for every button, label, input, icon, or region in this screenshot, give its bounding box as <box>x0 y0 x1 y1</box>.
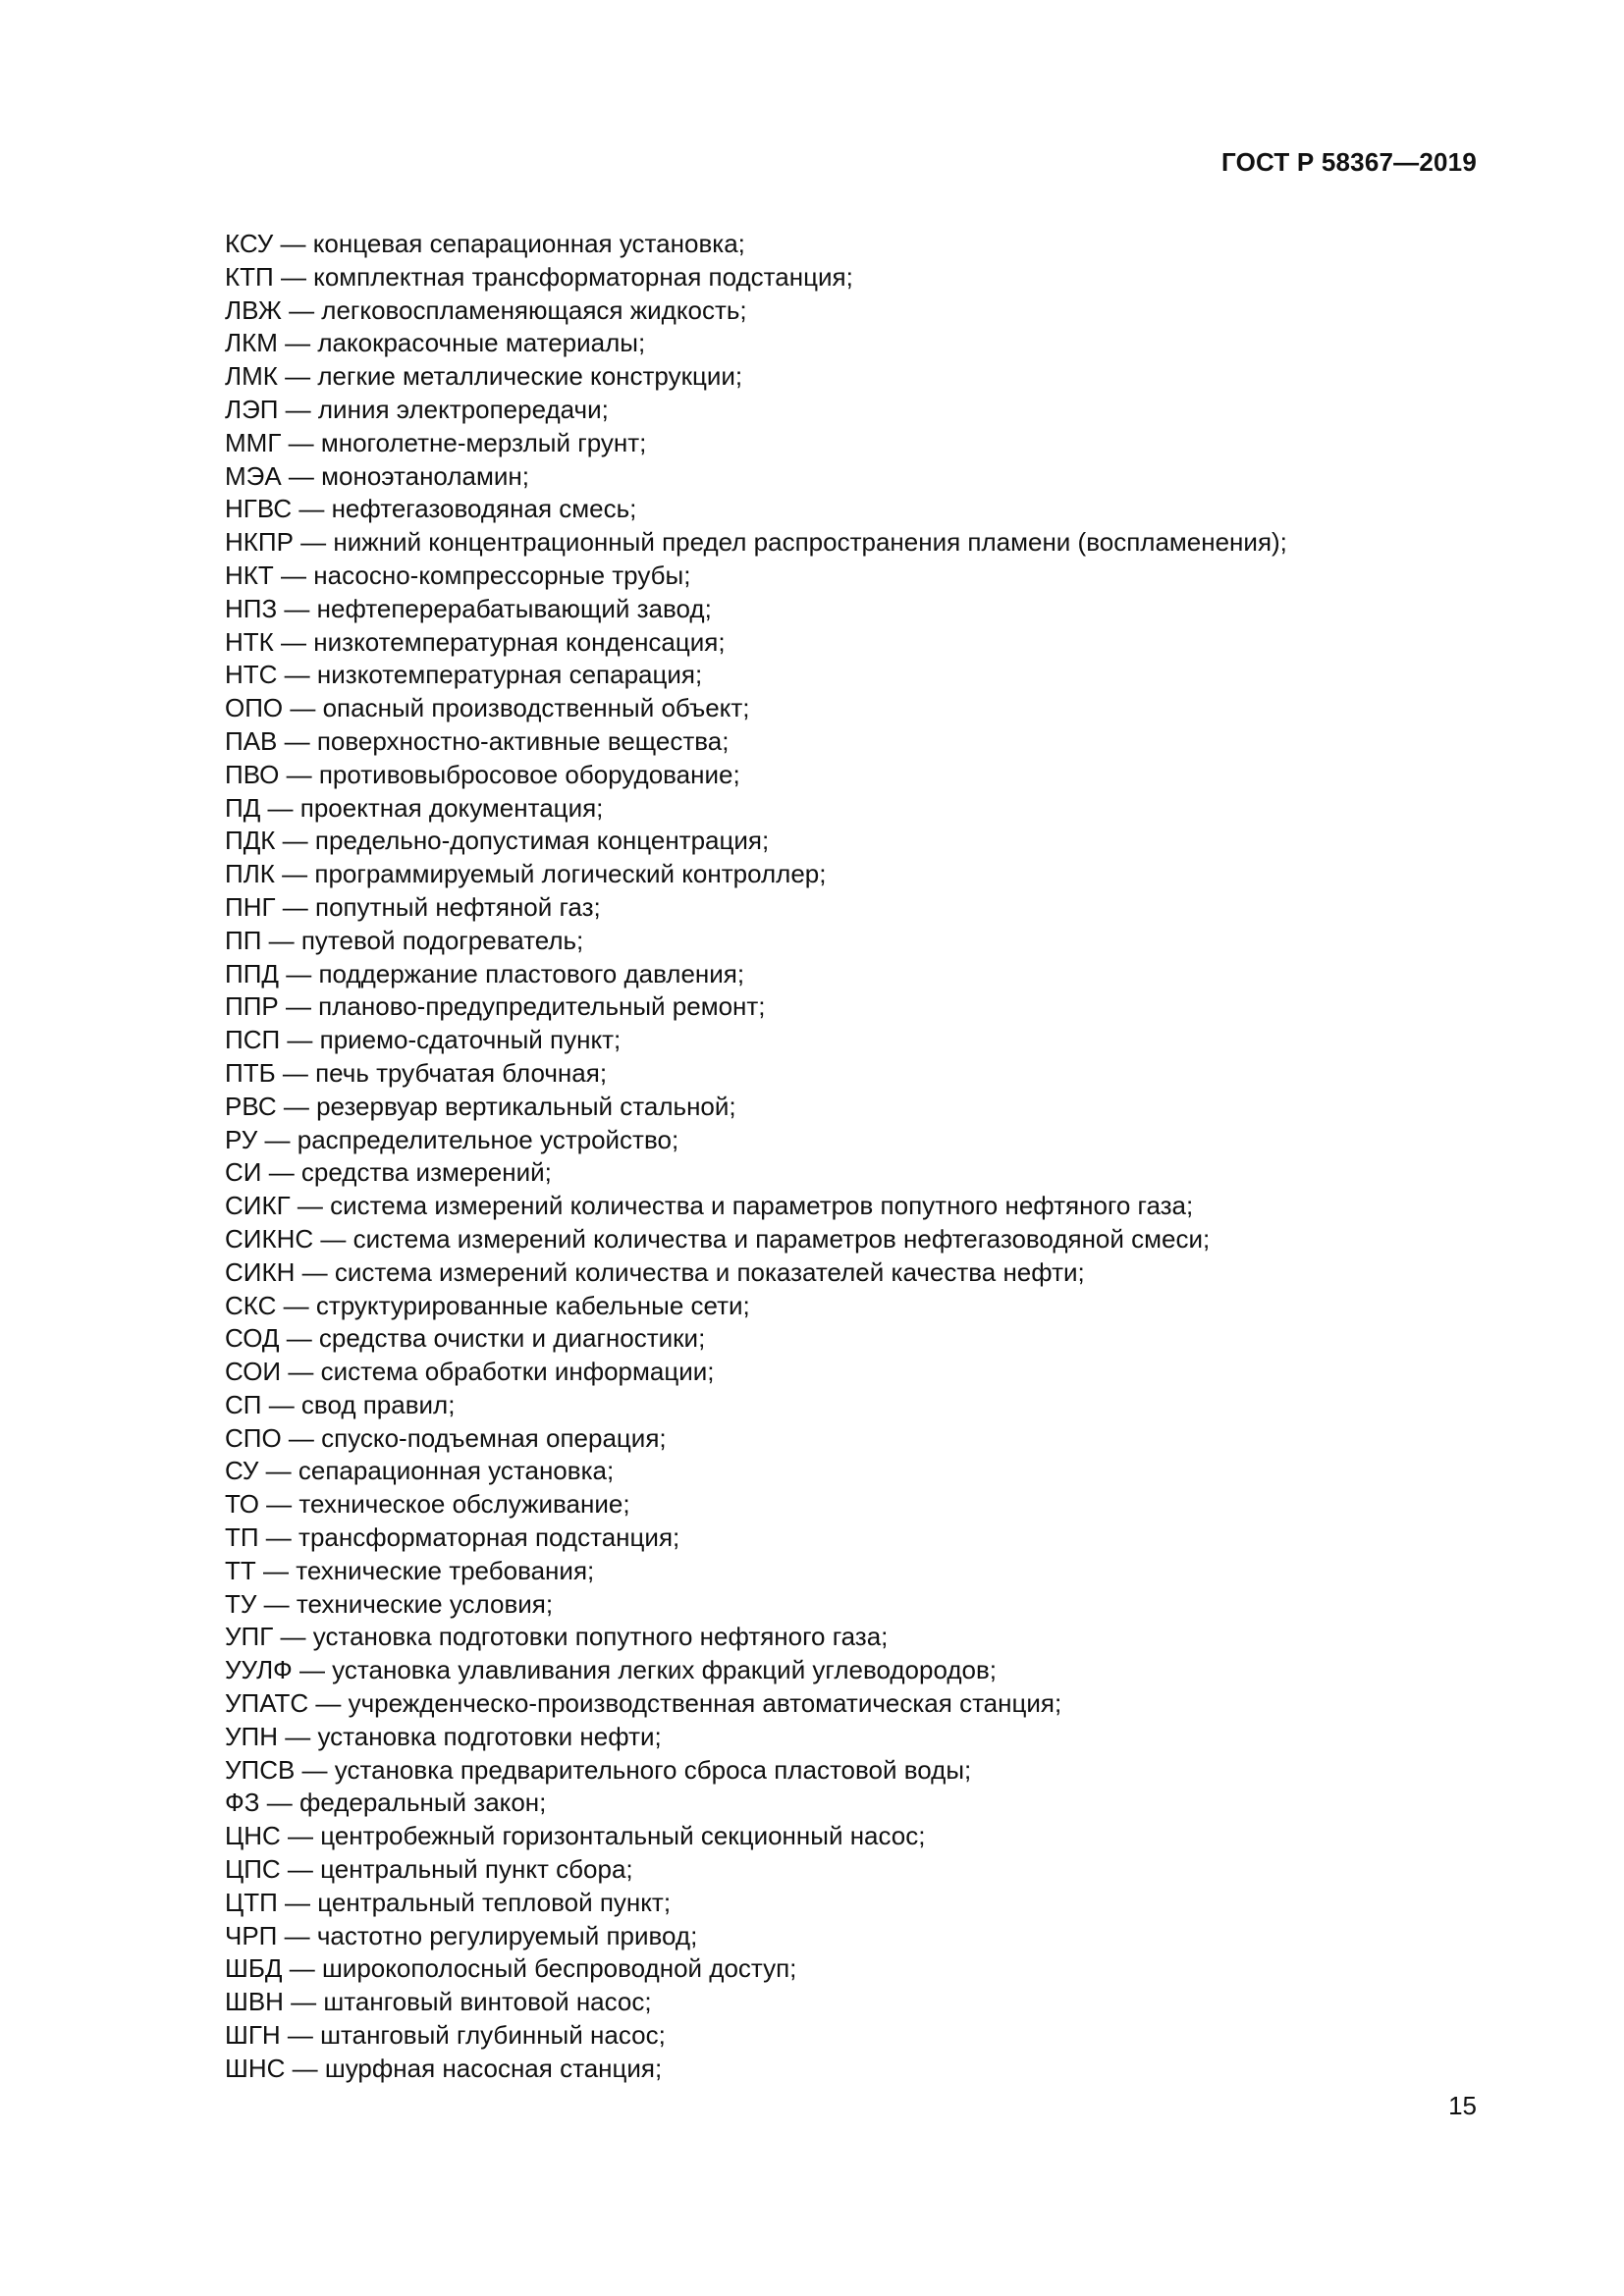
abbreviation-meaning: федеральный закон; <box>298 1788 547 1818</box>
abbreviation-term: СИКНС <box>225 1223 314 1254</box>
abbreviation-term: СИ <box>225 1157 262 1188</box>
abbreviation-item <box>225 228 1287 261</box>
abbreviation-separator: — <box>295 1256 335 1287</box>
abbreviation-term: НТК <box>225 626 274 657</box>
abbreviation-meaning: центральный тепловой пункт; <box>317 1887 672 1917</box>
abbreviation-term: НКТ <box>225 560 274 590</box>
abbreviation-item <box>225 427 1287 460</box>
abbreviation-item <box>225 1754 1287 1788</box>
abbreviation-meaning: система измерений количества и параметров нефтегазоводяной смеси; <box>352 1223 1211 1254</box>
abbreviation-term: ППД <box>225 958 279 988</box>
abbreviation-term: ТО <box>225 1489 259 1520</box>
abbreviation-term: ПСП <box>225 1025 281 1055</box>
abbreviation-item <box>225 626 1287 660</box>
abbreviation-term: НПЗ <box>225 593 278 623</box>
abbreviation-separator: — <box>293 527 334 558</box>
abbreviation-term: ПНГ <box>225 891 276 922</box>
abbreviation-item <box>225 858 1287 891</box>
abbreviation-separator: — <box>257 1124 298 1154</box>
abbreviation-separator: — <box>280 1821 321 1851</box>
abbreviation-meaning: система измерений количества и показателей качества нефти; <box>334 1256 1085 1287</box>
abbreviation-term: УПАТС <box>225 1688 309 1719</box>
abbreviation-meaning: программируемый логический контроллер; <box>314 859 827 889</box>
abbreviation-meaning: штанговый винтовой насос; <box>323 1987 652 2017</box>
abbreviation-meaning: резервуар вертикальный стальной; <box>316 1091 736 1121</box>
abbreviation-separator: — <box>280 1854 321 1885</box>
abbreviation-meaning: поддержание пластового давления; <box>318 958 745 988</box>
abbreviation-meaning: установка подготовки нефти; <box>317 1721 662 1751</box>
abbreviation-meaning: насосно-компрессорные трубы; <box>313 560 691 590</box>
abbreviation-separator: — <box>273 229 313 258</box>
abbreviation-item <box>225 1091 1287 1124</box>
abbreviation-term: РУ <box>225 1124 258 1154</box>
abbreviation-term: ФЗ <box>225 1788 260 1818</box>
abbreviation-item <box>225 925 1287 958</box>
abbreviation-meaning: спуско-подъемная операция; <box>321 1422 667 1453</box>
abbreviation-meaning: свод правил; <box>300 1389 456 1419</box>
abbreviation-meaning: легкие металлические конструкции; <box>317 361 743 392</box>
abbreviation-item <box>225 891 1287 925</box>
abbreviation-separator: — <box>279 1323 319 1354</box>
abbreviation-separator: — <box>277 328 318 358</box>
abbreviation-separator: — <box>277 1920 317 1950</box>
abbreviation-item <box>225 1024 1287 1057</box>
abbreviation-item <box>225 792 1287 826</box>
abbreviation-item <box>225 692 1287 725</box>
abbreviation-item <box>225 1621 1287 1654</box>
abbreviation-meaning: учрежденческо-производственная автоматическая станция; <box>348 1688 1062 1719</box>
abbreviation-item <box>225 560 1287 593</box>
abbreviation-item <box>225 1522 1287 1555</box>
abbreviation-term: ТП <box>225 1522 259 1553</box>
abbreviation-meaning: планово-предупредительный ремонт; <box>318 991 766 1022</box>
abbreviation-term: УПГ <box>225 1622 274 1652</box>
abbreviation-meaning: система измерений количества и параметров попутного нефтяного газа; <box>330 1191 1194 1221</box>
abbreviation-meaning: центробежный горизонтальный секционный насос; <box>320 1821 926 1851</box>
abbreviation-term: КТП <box>225 261 274 292</box>
abbreviation-meaning: путевой подогреватель; <box>300 925 584 955</box>
abbreviation-item <box>225 1389 1287 1422</box>
abbreviation-item <box>225 825 1287 858</box>
abbreviation-separator: — <box>292 1655 333 1685</box>
abbreviation-term: НГВС <box>225 494 293 524</box>
abbreviation-term: СП <box>225 1389 262 1419</box>
abbreviation-item <box>225 1687 1287 1721</box>
abbreviation-separator: — <box>290 1191 331 1221</box>
abbreviation-term: ТТ <box>225 1555 256 1585</box>
abbreviation-term: МЭА <box>225 460 282 491</box>
abbreviation-separator: — <box>313 1223 353 1254</box>
abbreviation-meaning: противовыбросовое оборудование; <box>318 759 740 789</box>
abbreviation-meaning: средства измерений; <box>300 1157 552 1188</box>
abbreviation-item <box>225 1455 1287 1488</box>
abbreviation-item <box>225 1322 1287 1356</box>
abbreviation-separator: — <box>277 361 318 392</box>
abbreviation-separator: — <box>283 693 323 723</box>
abbreviation-item <box>225 2053 1287 2086</box>
abbreviation-separator: — <box>279 759 319 789</box>
abbreviation-separator: — <box>277 593 317 623</box>
abbreviation-item <box>225 1223 1287 1256</box>
abbreviation-term: ЦНС <box>225 1821 281 1851</box>
abbreviation-separator: — <box>255 1555 297 1585</box>
abbreviation-term: СУ <box>225 1456 259 1486</box>
abbreviation-separator: — <box>295 1754 335 1785</box>
abbreviation-term: ПД <box>225 792 261 823</box>
abbreviation-item <box>225 1124 1287 1157</box>
abbreviation-list <box>225 228 1287 2086</box>
abbreviation-separator: — <box>281 460 322 491</box>
abbreviation-meaning: широкополосный беспроводной доступ; <box>321 1953 797 1984</box>
abbreviation-separator: — <box>260 792 300 823</box>
abbreviation-item <box>225 360 1287 394</box>
abbreviation-term: ПТБ <box>225 1057 276 1088</box>
abbreviation-meaning: нижний концентрационный предел распространения пламени (воспламенения); <box>333 527 1287 558</box>
abbreviation-term: ЛВЖ <box>225 294 282 325</box>
abbreviation-separator: — <box>277 1721 318 1751</box>
abbreviation-separator: — <box>258 1456 298 1486</box>
abbreviation-separator: — <box>277 660 317 690</box>
abbreviation-meaning: нефтеперерабатывающий завод; <box>316 593 712 623</box>
abbreviation-term: КСУ <box>225 229 274 258</box>
abbreviation-separator: — <box>278 958 319 988</box>
abbreviation-item <box>225 526 1287 560</box>
abbreviation-separator: — <box>276 1290 316 1320</box>
abbreviation-meaning: система обработки информации; <box>320 1357 715 1387</box>
abbreviation-item <box>225 1422 1287 1456</box>
abbreviation-meaning: многолетне-мерзлый грунт; <box>320 427 647 457</box>
abbreviation-meaning: шурфная насосная станция; <box>324 2053 663 2083</box>
abbreviation-item <box>225 958 1287 991</box>
abbreviation-meaning: печь трубчатая блочная; <box>315 1057 608 1088</box>
abbreviation-term: СОД <box>225 1323 280 1354</box>
abbreviation-term: ЛКМ <box>225 328 278 358</box>
abbreviation-separator: — <box>278 394 318 424</box>
abbreviation-item <box>225 593 1287 626</box>
abbreviation-separator: — <box>276 1091 317 1121</box>
abbreviation-separator: — <box>280 1025 320 1055</box>
abbreviation-item <box>225 1256 1287 1290</box>
abbreviation-item <box>225 990 1287 1024</box>
abbreviation-separator: — <box>273 261 314 292</box>
abbreviation-term: СОИ <box>225 1357 282 1387</box>
abbreviation-item <box>225 1190 1287 1223</box>
abbreviation-meaning: комплектная трансформаторная подстанция; <box>313 261 853 292</box>
abbreviation-separator: — <box>273 560 314 590</box>
abbreviation-meaning: низкотемпературная конденсация; <box>313 626 726 657</box>
abbreviation-separator: — <box>261 1157 301 1188</box>
abbreviation-item <box>225 1920 1287 1953</box>
abbreviation-item <box>225 1787 1287 1820</box>
abbreviation-term: ПП <box>225 925 262 955</box>
abbreviation-term: ТУ <box>225 1588 257 1619</box>
abbreviation-meaning: концевая сепарационная установка; <box>312 229 745 258</box>
abbreviation-term: СИКГ <box>225 1191 291 1221</box>
abbreviation-term: ПАВ <box>225 725 278 756</box>
abbreviation-separator: — <box>281 1422 322 1453</box>
abbreviation-term: ПЛК <box>225 859 275 889</box>
abbreviation-term: ШВН <box>225 1987 284 2017</box>
abbreviation-term: ЧРП <box>225 1920 278 1950</box>
abbreviation-term: ЦПС <box>225 1854 281 1885</box>
abbreviation-term: НКПР <box>225 527 294 558</box>
abbreviation-meaning: низкотемпературная сепарация; <box>316 660 703 690</box>
abbreviation-item <box>225 2019 1287 2053</box>
abbreviation-meaning: опасный производственный объект; <box>322 693 750 723</box>
abbreviation-term: ПДК <box>225 826 276 856</box>
abbreviation-meaning: установка предварительного сброса пластовой воды; <box>334 1754 972 1785</box>
abbreviation-item <box>225 1820 1287 1853</box>
abbreviation-meaning: распределительное устройство; <box>297 1124 679 1154</box>
abbreviation-meaning: сепарационная установка; <box>298 1456 615 1486</box>
abbreviation-term: ЦТП <box>225 1887 278 1917</box>
abbreviation-term: ШБД <box>225 1953 283 1984</box>
abbreviation-meaning: техническое обслуживание; <box>298 1489 630 1520</box>
abbreviation-meaning: приемо-сдаточный пункт; <box>319 1025 622 1055</box>
abbreviation-separator: — <box>292 494 332 524</box>
abbreviation-meaning: попутный нефтяной газ; <box>315 891 601 922</box>
abbreviation-item <box>225 659 1287 692</box>
abbreviation-meaning: поверхностно-активные вещества; <box>316 725 730 756</box>
abbreviation-separator: — <box>275 891 315 922</box>
abbreviation-separator: — <box>278 991 319 1022</box>
abbreviation-separator: — <box>273 626 314 657</box>
abbreviation-term: ПВО <box>225 759 280 789</box>
abbreviation-item <box>225 1588 1287 1622</box>
abbreviation-term: СКС <box>225 1290 277 1320</box>
abbreviation-item <box>225 261 1287 294</box>
abbreviation-item <box>225 1057 1287 1091</box>
abbreviation-term: ШНС <box>225 2053 286 2083</box>
abbreviation-item <box>225 460 1287 494</box>
abbreviation-meaning: лакокрасочные материалы; <box>317 328 646 358</box>
abbreviation-meaning: моноэтаноламин; <box>321 460 529 491</box>
abbreviation-item <box>225 1156 1287 1190</box>
abbreviation-meaning: технические условия; <box>296 1588 554 1619</box>
abbreviation-term: ЛЭП <box>225 394 279 424</box>
abbreviation-item <box>225 1654 1287 1687</box>
abbreviation-term: СПО <box>225 1422 282 1453</box>
abbreviation-item <box>225 725 1287 759</box>
abbreviation-separator: — <box>275 826 315 856</box>
abbreviation-term: ЛМК <box>225 361 278 392</box>
abbreviation-term: ОПО <box>225 693 284 723</box>
abbreviation-meaning: частотно регулируемый привод; <box>316 1920 698 1950</box>
abbreviation-separator: — <box>274 859 315 889</box>
abbreviation-meaning: технические требования; <box>296 1555 595 1585</box>
abbreviation-meaning: трансформаторная подстанция; <box>298 1522 680 1553</box>
abbreviation-item <box>225 493 1287 526</box>
abbreviation-separator: — <box>285 2053 325 2083</box>
abbreviation-meaning: установка улавливания легких фракций углеводородов; <box>332 1655 998 1685</box>
abbreviation-term: РВС <box>225 1091 277 1121</box>
abbreviation-meaning: проектная документация; <box>299 792 604 823</box>
abbreviation-item <box>225 1853 1287 1887</box>
abbreviation-separator: — <box>283 1987 324 2017</box>
abbreviation-separator: — <box>281 427 321 457</box>
abbreviation-item <box>225 1952 1287 1986</box>
abbreviation-separator: — <box>277 1887 318 1917</box>
abbreviation-separator: — <box>275 1057 316 1088</box>
abbreviation-separator: — <box>258 1522 299 1553</box>
abbreviation-separator: — <box>281 294 322 325</box>
abbreviation-item <box>225 327 1287 360</box>
abbreviation-term: УПСВ <box>225 1754 296 1785</box>
abbreviation-separator: — <box>258 1489 299 1520</box>
abbreviation-term: УУЛФ <box>225 1655 293 1685</box>
abbreviation-separator: — <box>259 1788 299 1818</box>
abbreviation-separator: — <box>261 925 301 955</box>
abbreviation-item <box>225 294 1287 328</box>
abbreviation-item <box>225 1555 1287 1588</box>
abbreviation-item <box>225 1986 1287 2019</box>
abbreviation-meaning: штанговый глубинный насос; <box>320 2020 666 2051</box>
abbreviation-separator: — <box>273 1622 313 1652</box>
abbreviation-item <box>225 1887 1287 1920</box>
abbreviation-meaning: центральный пункт сбора; <box>320 1854 633 1885</box>
abbreviation-separator: — <box>256 1588 297 1619</box>
abbreviation-item <box>225 1488 1287 1522</box>
document-code-header: ГОСТ Р 58367—2019 <box>1221 147 1477 177</box>
abbreviation-term: УПН <box>225 1721 278 1751</box>
abbreviation-separator: — <box>282 1953 322 1984</box>
abbreviation-item <box>225 394 1287 427</box>
abbreviation-item <box>225 1290 1287 1323</box>
abbreviation-meaning: нефтегазоводяная смесь; <box>331 494 637 524</box>
abbreviation-item <box>225 759 1287 792</box>
abbreviation-term: СИКН <box>225 1256 296 1287</box>
abbreviation-separator: — <box>308 1688 349 1719</box>
abbreviation-meaning: установка подготовки попутного нефтяного газа; <box>312 1622 889 1652</box>
abbreviation-meaning: структурированные кабельные сети; <box>315 1290 750 1320</box>
abbreviation-term: ШГН <box>225 2020 281 2051</box>
abbreviation-meaning: легковоспламеняющаяся жидкость; <box>321 294 747 325</box>
abbreviation-item <box>225 1356 1287 1389</box>
abbreviation-meaning: линия электропередачи; <box>317 394 609 424</box>
abbreviation-separator: — <box>277 725 317 756</box>
abbreviation-term: ППР <box>225 991 279 1022</box>
abbreviation-item <box>225 1721 1287 1754</box>
abbreviation-separator: — <box>261 1389 301 1419</box>
abbreviation-term: ММГ <box>225 427 282 457</box>
abbreviation-meaning: средства очистки и диагностики; <box>318 1323 706 1354</box>
abbreviation-meaning: предельно-допустимая концентрация; <box>314 826 770 856</box>
abbreviation-term: НТС <box>225 660 278 690</box>
abbreviation-separator: — <box>280 2020 321 2051</box>
page-number: 15 <box>1448 2091 1477 2120</box>
abbreviation-separator: — <box>281 1357 321 1387</box>
